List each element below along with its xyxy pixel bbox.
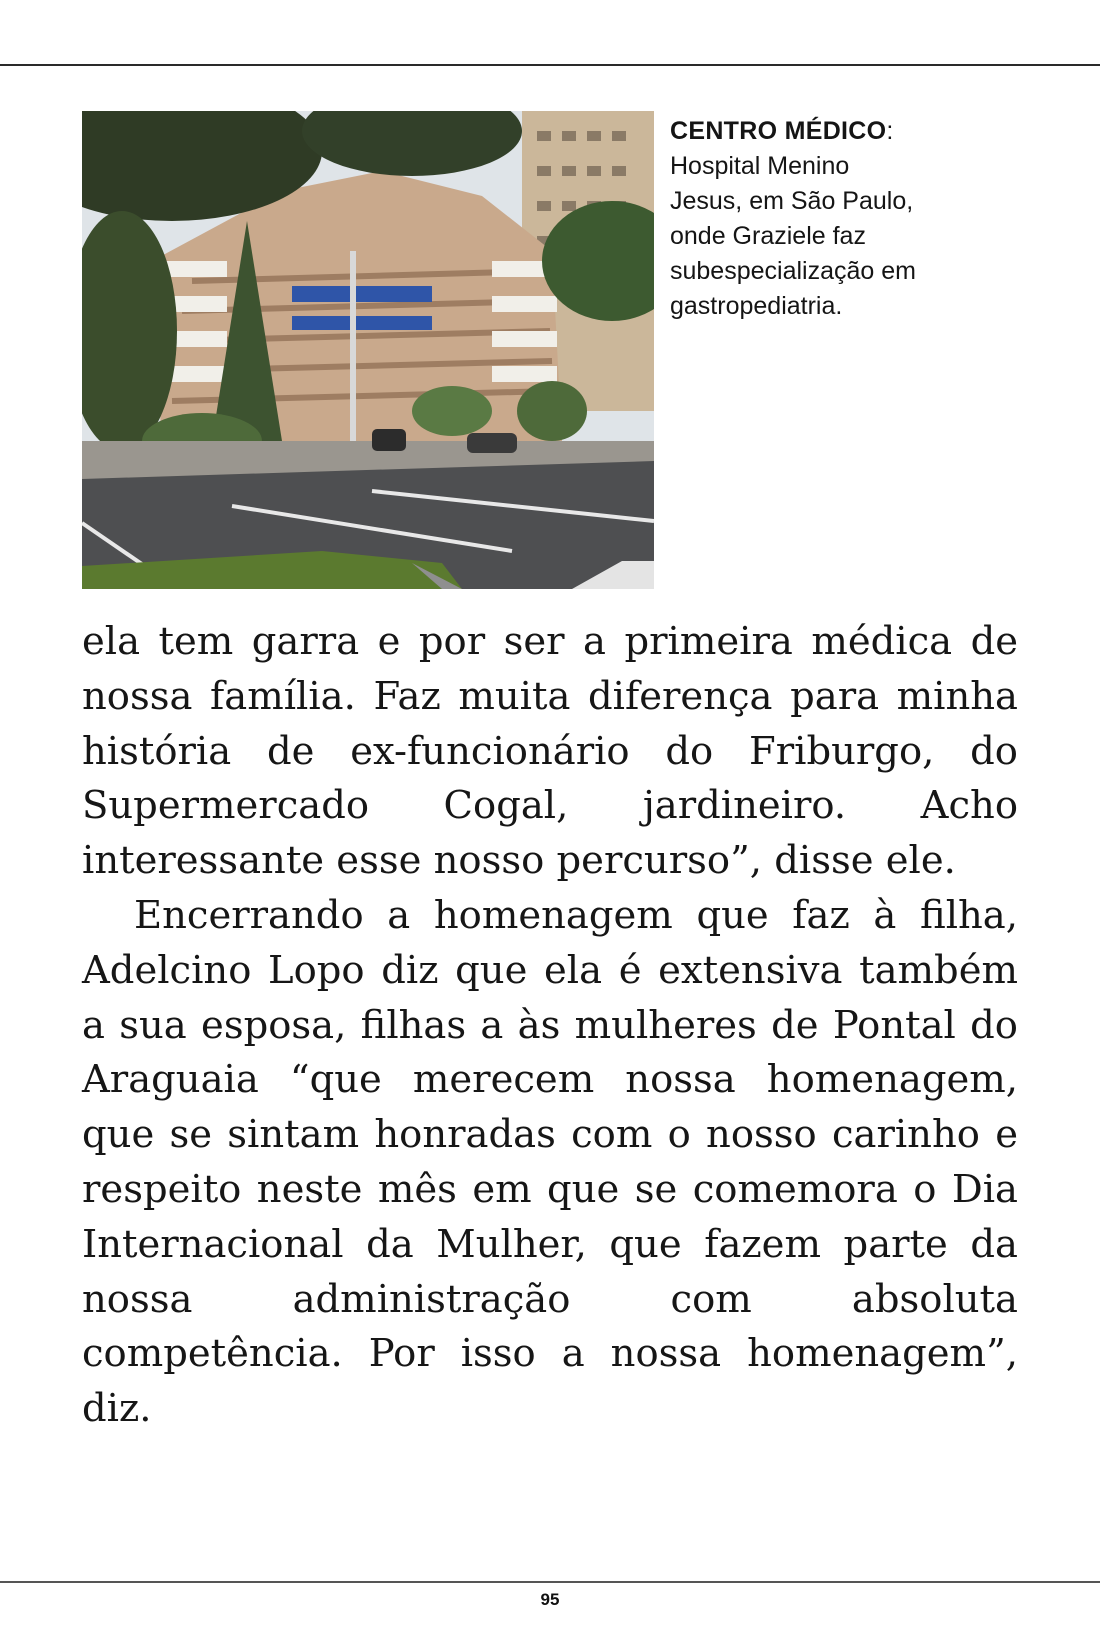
caption-line: gastropediatria. [670,292,843,320]
caption-first-line [670,114,1010,149]
top-rule [0,64,1100,66]
caption-line: subespecialização em [670,257,916,285]
article-body [82,615,1018,1437]
caption-label: CENTRO MÉDICO [670,117,887,145]
caption-line: Jesus, em São Paulo, [670,187,914,215]
article-paragraph: ela tem garra e por ser a primeira médica de nossa família. Faz muita diferença para minha história de ex-funcionário do Friburgo, do Supermercado Cogal, jardineiro. Acho interessante esse nosso percurso”, disse ele. [82,619,1018,884]
photo-caption [670,114,1010,324]
caption-line: Hospital Menino [670,152,850,180]
bottom-rule [0,1581,1100,1583]
article-paragraph: Encerrando a homenagem que faz à filha, Adelcino Lopo diz que ela é extensiva também a sua esposa, filhas a às mulheres de Pontal do Araguaia “que merecem nossa homenagem, que se sintam honradas com o nosso carinho e respeito neste mês em que se comemora o Dia Internacional da Mulher, que fazem parte da nossa administração com absoluta competência. Por isso a nossa homenagem”, diz. [82,892,1018,1432]
caption-separator: : [886,117,894,145]
page-number: 95 [540,1590,560,1609]
caption-line: onde Graziele faz [670,222,866,250]
hospital-photo [82,111,654,589]
